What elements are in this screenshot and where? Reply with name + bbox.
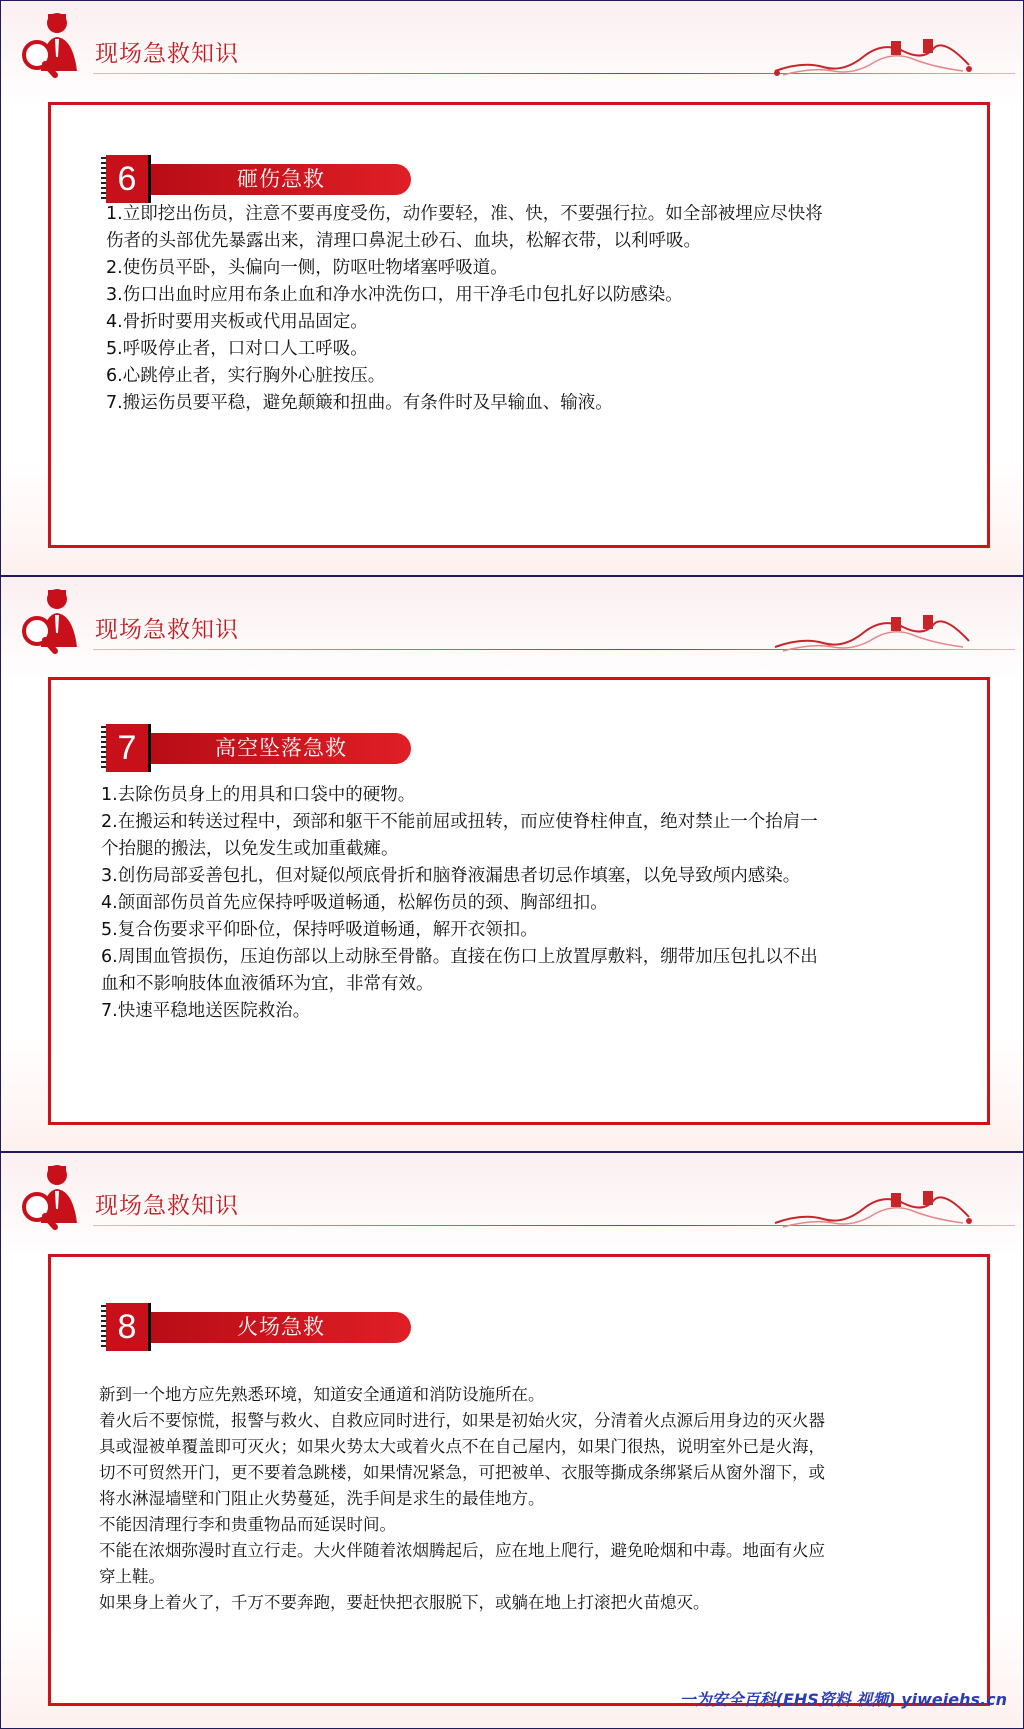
watermark-text: 一为安全百科(EHS资料 视频) yiweiehs.cn <box>679 1690 1007 1709</box>
text-line: 不能因清理行李和贵重物品而延误时间。 <box>99 1515 396 1534</box>
section-text <box>106 201 936 417</box>
text-line: 4.颌面部伤员首先应保持呼吸道畅通，松解伤员的颈、胸部纽扣。 <box>101 893 608 913</box>
text-line: 将水淋湿墙壁和门阻止火势蔓延，洗手间是求生的最佳地方。 <box>99 1489 545 1508</box>
text-line: 个抬腿的搬法，以免发生或加重截瘫。 <box>101 839 399 859</box>
text-line: 6.心跳停止者，实行胸外心脏按压。 <box>106 366 386 386</box>
text-line: 新到一个地方应先熟悉环境，知道安全通道和消防设施所在。 <box>99 1385 545 1404</box>
section-title: 火场急救 <box>151 1312 411 1343</box>
slide-header-title: 现场急救知识 <box>95 617 239 643</box>
text-line: 如果身上着火了，千万不要奔跑，要赶快把衣服脱下，或躺在地上打滚把火苗熄灭。 <box>99 1593 710 1612</box>
section-number: 7 <box>106 724 148 772</box>
section-title: 砸伤急救 <box>151 164 411 195</box>
section-number: 6 <box>106 155 148 203</box>
text-line: 1.去除伤员身上的用具和口袋中的硬物。 <box>101 785 416 805</box>
slide-fall-injury <box>0 576 1024 1152</box>
text-line: 不能在浓烟弥漫时直立行走。大火伴随着浓烟腾起后，应在地上爬行，避免呛烟和中毒。地面有火应 <box>99 1541 825 1560</box>
text-line: 3.创伤局部妥善包扎，但对疑似颅底骨折和脑脊液漏患者切忌作填塞，以免导致颅内感染。 <box>101 866 801 886</box>
text-line: 具或湿被单覆盖即可灭火；如果火势太大或着火点不在自己屋内，如果门很热，说明室外已是火海， <box>99 1437 825 1456</box>
content-frame <box>48 1254 990 1706</box>
text-line: 切不可贸然开门，更不要着急跳楼，如果情况紧急，可把被单、衣服等撕成条绑紧后从窗外溜下，或 <box>99 1463 825 1482</box>
safety-inspector-logo-icon <box>15 1161 85 1231</box>
text-line: 伤者的头部优先暴露出来，清理口鼻泥土砂石、血块，松解衣带，以利呼吸。 <box>106 231 701 251</box>
section-number: 8 <box>106 1303 148 1351</box>
slide-crush-injury <box>0 0 1024 576</box>
safety-inspector-logo-icon <box>15 585 85 655</box>
text-line: 着火后不要惊慌，报警与救火、自救应同时进行，如果是初始火灾，分清着火点源后用身边的灭火器 <box>99 1411 825 1430</box>
text-line: 血和不影响肢体血液循环为宜，非常有效。 <box>101 974 434 994</box>
slide-header-title: 现场急救知识 <box>95 41 239 67</box>
great-wall-decoration-icon <box>773 607 973 659</box>
section-title: 高空坠落急救 <box>151 733 411 764</box>
great-wall-decoration-icon <box>773 1183 973 1235</box>
text-line: 6.周围血管损伤，压迫伤部以上动脉至骨骼。直接在伤口上放置厚敷料，绷带加压包扎以不出 <box>101 947 818 967</box>
slide-fire-rescue <box>0 1152 1024 1729</box>
text-line: 2.使伤员平卧，头偏向一侧，防呕吐物堵塞呼吸道。 <box>106 258 508 278</box>
text-line: 5.复合伤要求平仰卧位，保持呼吸道畅通，解开衣领扣。 <box>101 920 538 940</box>
section-text <box>99 1382 959 1616</box>
section-text <box>101 782 961 1025</box>
text-line: 3.伤口出血时应用布条止血和净水冲洗伤口，用干净毛巾包扎好以防感染。 <box>106 285 683 305</box>
text-line: 穿上鞋。 <box>99 1567 165 1586</box>
text-line: 7.快速平稳地送医院救治。 <box>101 1001 311 1021</box>
text-line: 7.搬运伤员要平稳，避免颠簸和扭曲。有条件时及早输血、输液。 <box>106 393 613 413</box>
content-frame <box>48 677 990 1125</box>
text-line: 4.骨折时要用夹板或代用品固定。 <box>106 312 368 332</box>
content-frame <box>48 102 990 548</box>
great-wall-decoration-icon <box>773 31 973 83</box>
text-line: 5.呼吸停止者，口对口人工呼吸。 <box>106 339 368 359</box>
slide-header-title: 现场急救知识 <box>95 1193 239 1219</box>
text-line: 1.立即挖出伤员，注意不要再度受伤，动作要轻，准、快，不要强行拉。如全部被埋应尽快将 <box>106 204 823 224</box>
safety-inspector-logo-icon <box>15 9 85 79</box>
text-line: 2.在搬运和转送过程中，颈部和躯干不能前屈或扭转，而应使脊柱伸直，绝对禁止一个抬肩一 <box>101 812 818 832</box>
